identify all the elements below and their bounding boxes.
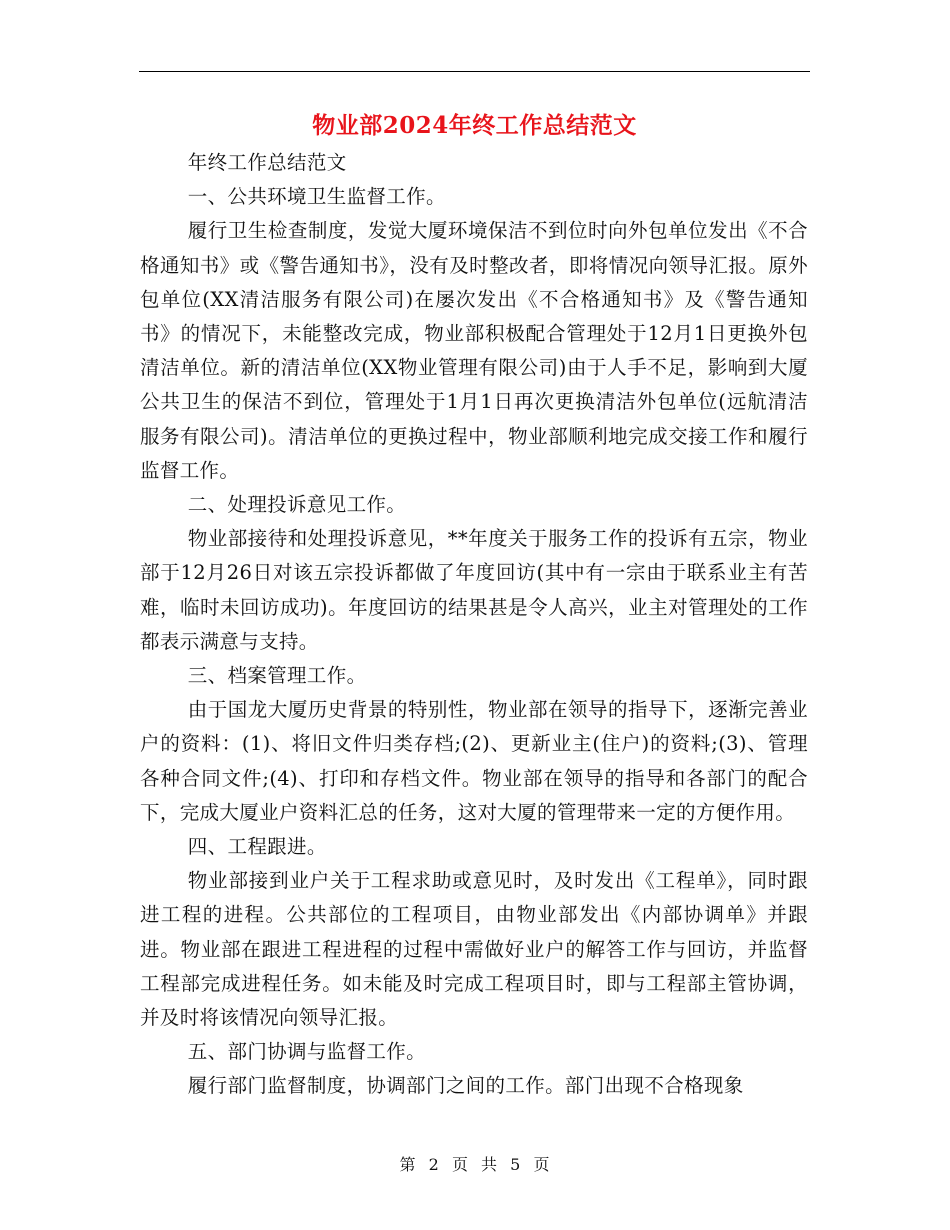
- document-body: [140, 146, 808, 1104]
- paragraph-4: 物业部接到业户关于工程求助或意见时，及时发出《工程单》，同时跟进工程的进程。公共部位的工程项目，由物业部发出《内部协调单》并跟进。物业部在跟进工程进程的过程中需做好业户的解答工作与回访，并监督工程部完成进程任务。如未能及时完成工程项目时，即与工程部主管协调，并及时将该情况向领导汇报。: [140, 869, 808, 1030]
- footer-total-pages: 5: [510, 1155, 522, 1174]
- section-heading-2: 二、处理投诉意见工作。: [187, 493, 407, 517]
- section-heading-5: 五、部门协调与监督工作。: [187, 1040, 426, 1064]
- header-rule: [139, 71, 810, 72]
- document-title: 物业部2024年终工作总结范文: [312, 112, 637, 139]
- section-heading-3: 三、档案管理工作。: [187, 664, 367, 688]
- section-heading-1: 一、公共环境卫生监督工作。: [187, 185, 446, 209]
- footer-label-total-unit: 页: [533, 1155, 551, 1174]
- footer-label-total: 共: [481, 1155, 499, 1174]
- page-footer: [0, 1152, 950, 1175]
- section-heading-4: 四、工程跟进。: [187, 835, 327, 859]
- paragraph-1: 履行卫生检查制度，发觉大厦环境保洁不到位时向外包单位发出《不合格通知书》或《警告通知书》，没有及时整改者，即将情况向领导汇报。原外包单位(XX清洁服务有限公司)在屡次发出《不合格通知书》及《警告通知书》的情况下，未能整改完成，物业部积极配合管理处于12月1日更换外包清洁单位。新的清洁单位(XX物业管理有限公司)由于人手不足，影响到大厦公共卫生的保洁不到位，管理处于1月1日再次更换清洁外包单位(远航清洁服务有限公司)。清洁单位的更换过程中，物业部顺利地完成交接工作和履行监督工作。: [140, 219, 808, 482]
- footer-label-page-unit: 页: [451, 1155, 469, 1174]
- footer-label-page: 第: [399, 1155, 417, 1174]
- paragraph-subtitle: 年终工作总结范文: [187, 151, 347, 174]
- footer-current-page: 2: [428, 1155, 440, 1174]
- paragraph-2: 物业部接待和处理投诉意见，**年度关于服务工作的投诉有五宗，物业部于12月26日对该五宗投诉都做了年度回访(其中有一宗由于联系业主有苦难，临时未回访成功)。年度回访的结果甚是令人高兴，业主对管理处的工作都表示满意与支持。: [140, 527, 808, 653]
- paragraph-3: 由于国龙大厦历史背景的特别性，物业部在领导的指导下，逐渐完善业户的资料：(1)、将旧文件归类存档;(2)、更新业主(住户)的资料;(3)、管理各种合同文件;(4)、打印和存档文件。物业部在领导的指导和各部门的配合下，完成大厦业户资料汇总的任务，这对大厦的管理带来一定的方便作用。: [140, 698, 808, 824]
- paragraph-5: 履行部门监督制度，协调部门之间的工作。部门出现不合格现象: [187, 1074, 744, 1098]
